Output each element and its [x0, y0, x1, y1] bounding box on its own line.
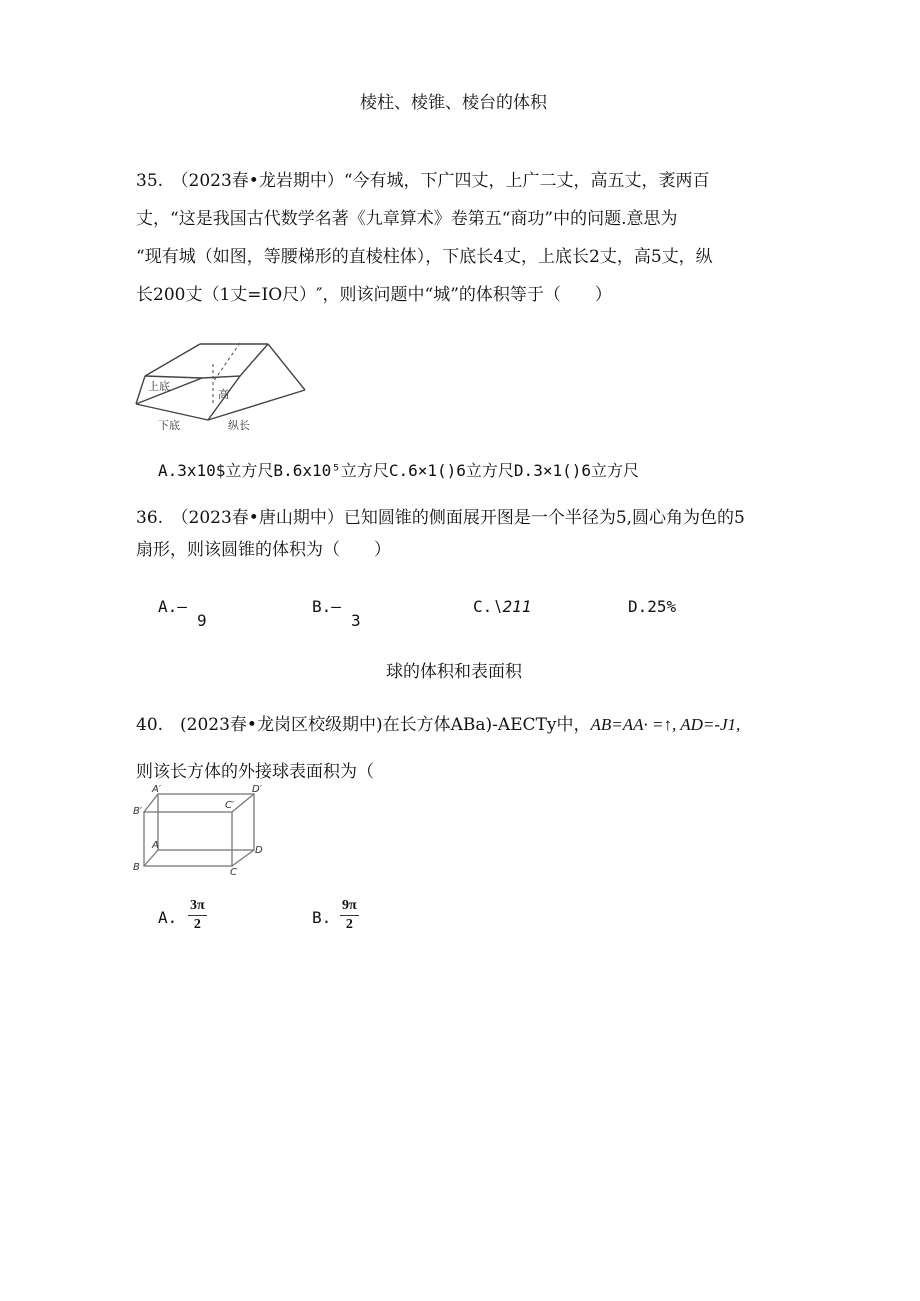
vertex-a: A: [152, 840, 159, 851]
q40-line-2: 则该长方体的外接球表面积为（: [136, 762, 374, 782]
q36-line-1: 36. （2023春•唐山期中）已知圆锥的侧面展开图是一个半径为5,圆心角为色的5: [136, 508, 745, 528]
section-title-prism: 棱柱、棱锥、棱台的体积: [360, 93, 547, 113]
q40-option-b-fraction: [340, 898, 359, 933]
q40-option-a: A.: [158, 908, 178, 927]
q35-line-2: 丈，“这是我国古代数学名著《九章算术》卷第五“商功”中的问题.意思为: [136, 209, 678, 229]
prism-figure: [130, 338, 310, 433]
label-bottom-base: 下底: [158, 419, 180, 432]
vertex-c-prime: C′: [225, 800, 235, 811]
vertex-c: C: [230, 867, 237, 878]
q40-option-b-den: 2: [345, 917, 353, 932]
section-title-sphere: 球的体积和表面积: [386, 662, 522, 682]
cuboid-figure: [130, 782, 270, 878]
q36-line-2: 扇形，则该圆锥的体积为（ ）: [136, 540, 391, 560]
q36-option-a-sub: 9: [197, 611, 207, 630]
q40-option-a-fraction: [188, 898, 207, 933]
q36-option-b: B.—: [312, 597, 341, 616]
q40-option-b: B.: [312, 908, 332, 927]
q36-option-c-value: 211: [502, 597, 532, 616]
label-length: 纵长: [228, 419, 250, 432]
label-height: 高: [218, 388, 229, 401]
q36-option-a: A.—: [158, 597, 187, 616]
vertex-d: D: [255, 845, 263, 856]
vertex-b-prime: B′: [133, 806, 143, 817]
q40-line-1: [136, 715, 740, 735]
q36-option-b-sub: 3: [351, 611, 361, 630]
q40-option-a-den: 2: [193, 917, 201, 932]
q40-option-b-num: 9π: [340, 898, 359, 916]
vertex-a-prime: A′: [152, 784, 162, 795]
q35-line-1: 35. （2023春•龙岩期中）“今有城，下广四丈，上广二丈，高五丈，袤两百: [136, 171, 710, 191]
label-top-base: 上底: [148, 380, 170, 393]
q35-line-3: “现有城（如图，等腰梯形的直棱柱体），下底长4丈，上底长2丈，高5丈，纵: [136, 247, 713, 267]
q36-option-c: [473, 597, 531, 616]
q35-line-4: 长200丈（1丈=IO尺）″，则该问题中“城”的体积等于（ ）: [136, 285, 612, 305]
q40-option-a-num: 3π: [188, 898, 207, 916]
q40-line-1-text: 40. (2023春•龙岗区校级期中)在长方体ABa)-AECTy中，: [136, 715, 591, 735]
vertex-b: B: [133, 862, 140, 873]
q36-option-d: D.25%: [628, 597, 677, 616]
q35-options: A.3x10$立方尺B.6x10⁵立方尺C.6×1()6立方尺D.3×1()6立方尺: [158, 461, 639, 480]
q40-line-1-math: AB=AA· =↑, AD=-J1,: [590, 715, 741, 734]
q36-option-c-label: C.∖: [473, 597, 503, 616]
vertex-d-prime: D′: [252, 784, 262, 795]
